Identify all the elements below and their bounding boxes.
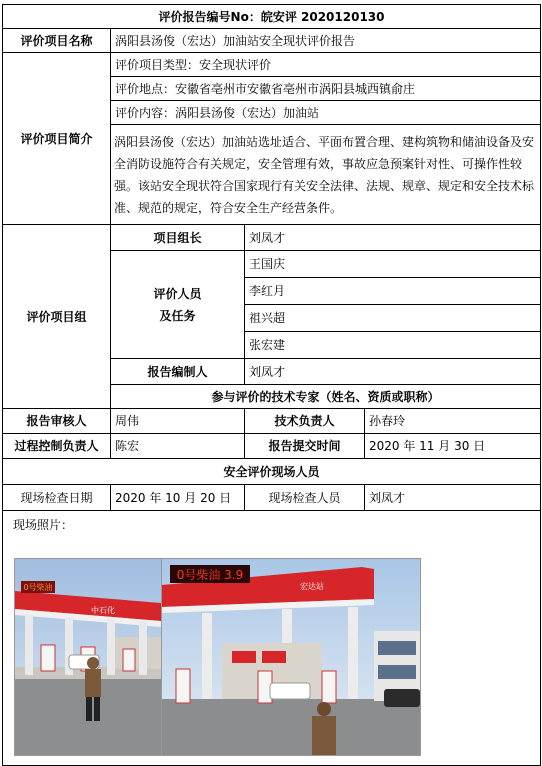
compiler-value: 刘凤才 [245, 359, 541, 385]
intro-summary: 涡阳县汤俊（宏达）加油站选址适合、平面布置合理、建构筑物和储油设备及安全消防设施符合有关规定，安全管理有效，事故应急预案针对性、可操作性较强。该站安全现状符合国家现行有关安全法律、法规、规章、规定和安全技术标准、规范的规定，符合安全生产经营条件。 [111, 125, 541, 225]
process-control-value: 陈宏 [111, 434, 245, 459]
tech-lead-value: 孙春玲 [365, 409, 541, 434]
team-label: 评价项目组 [3, 225, 111, 409]
submit-date-value: 2020 年 11 月 30 日 [365, 434, 541, 459]
led-sign-left: 0号柴油 [23, 583, 53, 592]
site-personnel-header: 安全评价现场人员 [3, 459, 541, 485]
gas-station-photo-right [162, 559, 420, 755]
led-price-sign: 0号柴油 3.9 [176, 568, 244, 582]
team-member: 祖兴超 [245, 305, 541, 332]
project-intro-label: 评价项目简介 [3, 53, 111, 225]
project-name-value: 涡阳县汤俊（宏达）加油站安全现状评价报告 [111, 29, 541, 53]
submit-date-label: 报告提交时间 [245, 434, 365, 459]
site-person-label: 现场检查人员 [245, 485, 365, 511]
site-photo-left [14, 558, 162, 756]
team-leader-label: 项目组长 [111, 225, 245, 251]
team-member: 李红月 [245, 278, 541, 305]
experts-header: 参与评价的技术专家（姓名、资质或职称） [111, 385, 541, 409]
project-name-label: 评价项目名称 [3, 29, 111, 53]
team-member: 王国庆 [245, 251, 541, 278]
report-number: 评价报告编号No：皖安评 2020120130 [3, 5, 541, 29]
gas-station-photo-left [15, 559, 161, 755]
canopy-sign-left: 中石化 [91, 606, 115, 615]
auditor-label: 报告审核人 [3, 409, 111, 434]
intro-content-line: 评价内容：涡阳县汤俊（宏达）加油站 [111, 101, 541, 125]
site-photos-label: 现场照片： [13, 518, 74, 532]
tech-lead-label: 技术负责人 [245, 409, 365, 434]
intro-type-line: 评价项目类型：安全现状评价 [111, 53, 541, 77]
team-members-label [111, 251, 245, 359]
auditor-value: 周伟 [111, 409, 245, 434]
intro-location-line: 评价地点：安徽省亳州市安徽省亳州市涡阳县城西镇俞庄 [111, 77, 541, 101]
team-members-label-line2: 及任务 [159, 308, 196, 323]
site-photo-right [161, 558, 421, 756]
team-member: 张宏建 [245, 332, 541, 359]
canopy-sign-right: 宏达站 [300, 582, 324, 591]
process-control-label: 过程控制负责人 [3, 434, 111, 459]
site-date-value: 2020 年 10 月 20 日 [111, 485, 245, 511]
site-person-value: 刘凤才 [365, 485, 541, 511]
compiler-label: 报告编制人 [111, 359, 245, 385]
team-leader-value: 刘凤才 [245, 225, 541, 251]
team-members-label-line1: 评价人员 [153, 286, 202, 301]
site-date-label: 现场检查日期 [3, 485, 111, 511]
